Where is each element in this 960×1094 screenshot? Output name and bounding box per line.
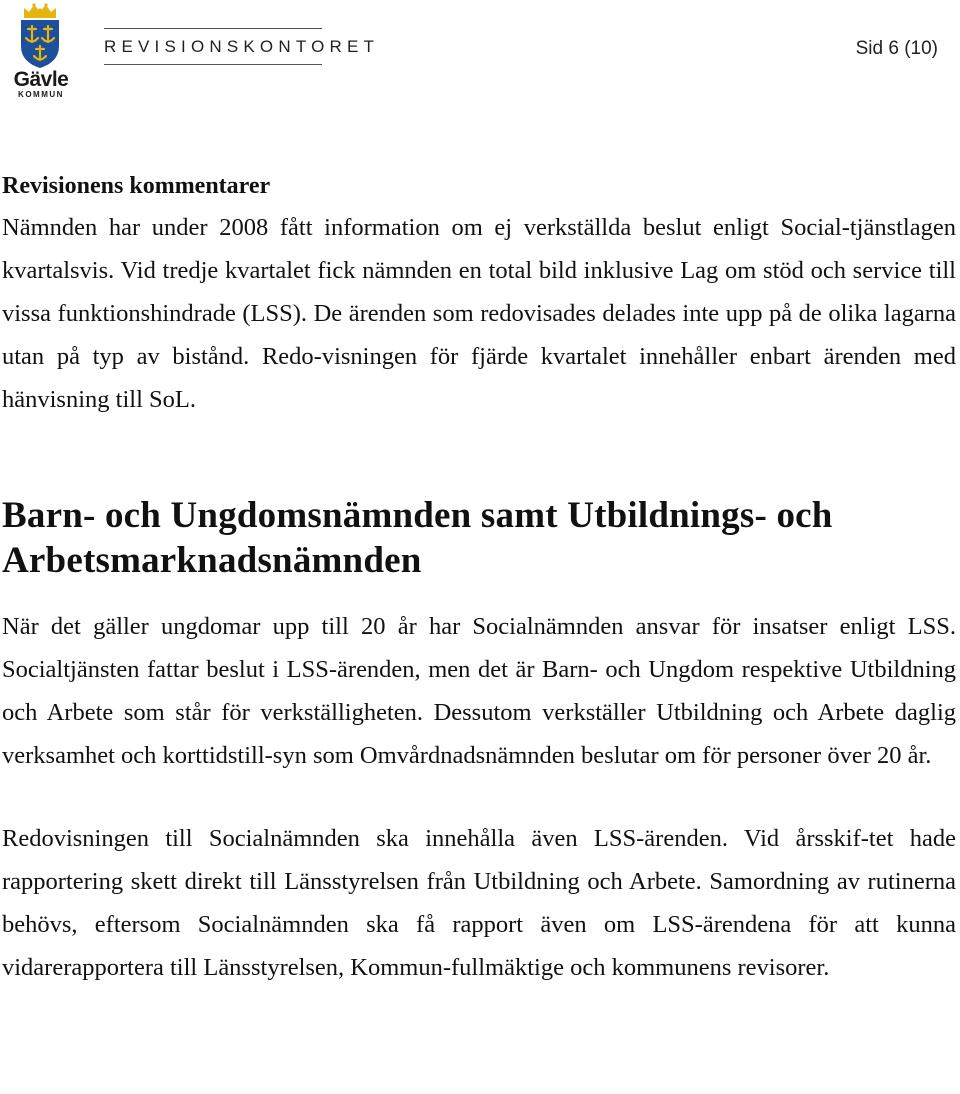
logo-subtitle: KOMMUN — [18, 90, 64, 99]
paragraph: När det gäller ungdomar upp till 20 år har Socialnämnden ansvar för insatser enligt LSS. Socialtjänsten fattar beslut i LSS-ärenden, men det är Barn- och Ungdom respektive Utbildning och Arbete som står för verkställigheten. Dessutom verkställer Utbildning och Arbete daglig verksamhet och korttidstill-syn som Omvårdnadsnämnden beslutar om för personer över 20 år. — [2, 613, 956, 769]
department-name: REVISIONSKONTORET — [104, 37, 380, 56]
document-body — [2, 166, 956, 989]
header-rule-top — [104, 28, 322, 29]
paragraph: Redovisningen till Socialnämnden ska innehålla även LSS-ärenden. Vid årsskif-tet hade rapportering skett direkt till Länsstyrelsen från Utbildning och Arbete. Samordning av rutinerna behövs, eftersom Socialnämnden ska få rapport även om LSS-ärendena för att kunna vidarerapportera till Länsstyrelsen, Kommun-fullmäktige och kommunens revisorer. — [2, 825, 956, 981]
section-heading: Barn- och Ungdomsnämnden samt Utbildnings- och Arbetsmarknadsnämnden — [2, 495, 833, 581]
crest-icon — [18, 2, 62, 70]
page-header — [0, 0, 960, 110]
subheading: Revisionens kommentarer — [2, 173, 271, 199]
gavle-kommun-logo — [8, 2, 74, 100]
page-number: Sid 6 (10) — [855, 38, 938, 59]
header-rule-bottom — [104, 64, 322, 65]
logo-name: Gävle — [13, 68, 69, 91]
paragraph: Nämnden har under 2008 fått information om ej verkställda beslut enligt Social-tjänstlagen kvartalsvis. Vid tredje kvartalet fick nämnden en total bild inklusive Lag om stöd och service till vissa funktionshindrade (LSS). De ärenden som redovisades delades inte upp på de olika lagarna utan på typ av bistånd. Redo-visningen för fjärde kvartalet innehåller enbart ärenden med hänvisning till SoL. — [2, 214, 956, 413]
